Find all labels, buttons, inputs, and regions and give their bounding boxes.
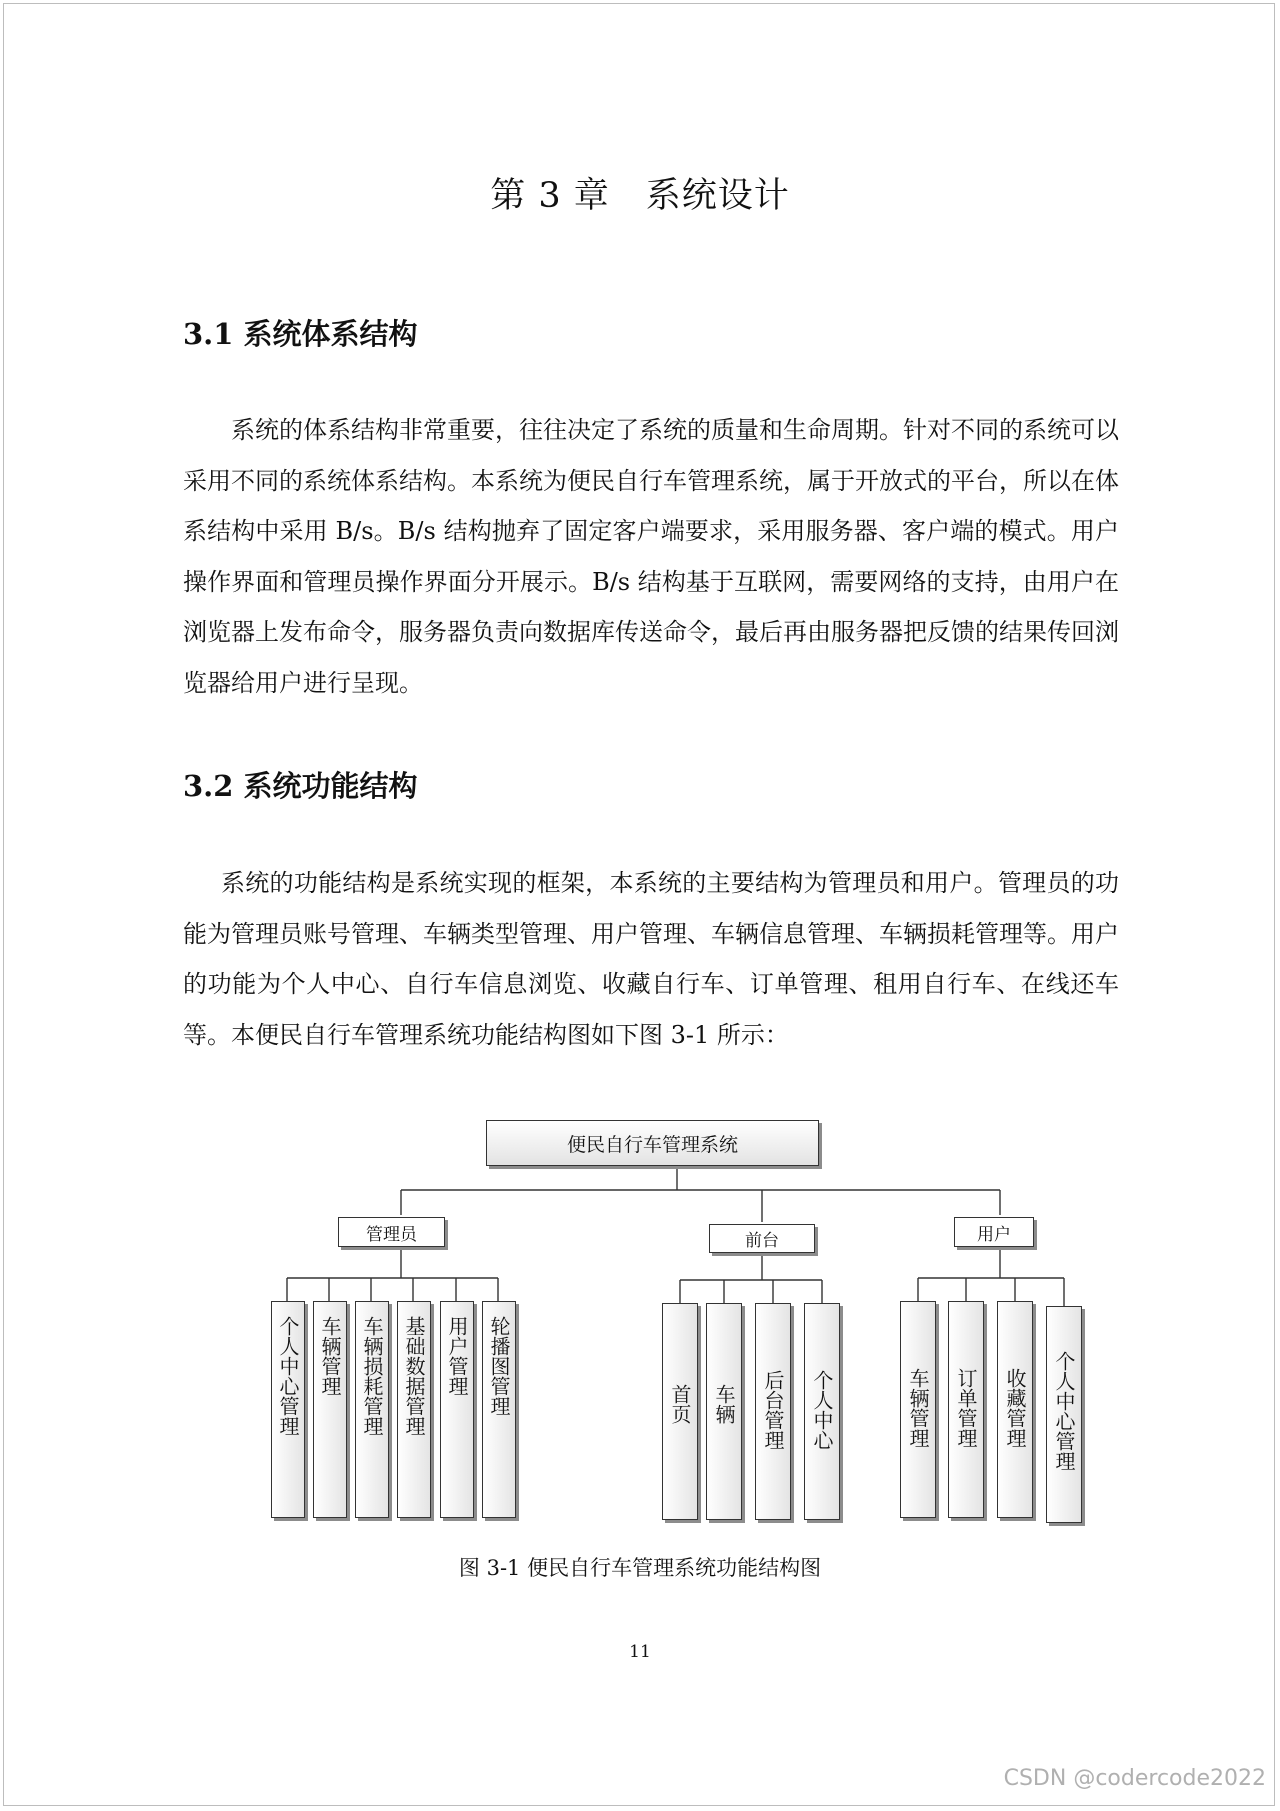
diagram-leaf-label: 后台管理 [761,1370,785,1450]
diagram-leaf-label: 车辆 [712,1384,736,1424]
diagram-leaf-label: 个人中心管理 [276,1316,300,1436]
diagram-group-label: 前台 [745,1231,779,1251]
watermark: CSDN @codercode2022 [1003,1766,1266,1791]
diagram-leaf-label: 订单管理 [954,1368,978,1448]
section-heading-3-2: 3.2 系统功能结构 [183,769,418,803]
page-number: 11 [629,1642,651,1662]
diagram-leaf-label: 首页 [668,1384,692,1424]
figure-caption: 图 3-1 便民自行车管理系统功能结构图 [458,1556,822,1580]
diagram-leaf-label: 基础数据管理 [402,1316,426,1436]
diagram-leaf-label: 个人中心 [810,1370,834,1450]
section-3-2-paragraph: 系统的功能结构是系统实现的框架，本系统的主要结构为管理员和用户。管理员的功能为管理员账号管理、车辆类型管理、用户管理、车辆信息管理、车辆损耗管理等。用户的功能为个人中心、自行车信息浏览、收藏自行车、订单管理、租用自行车、在线还车等。本便民自行车管理系统功能结构图如下图 3-1 所示： [183,869,1119,1049]
diagram-leaf-label: 车辆管理 [906,1368,930,1448]
diagram-leaf-label: 个人中心管理 [1052,1351,1076,1471]
diagram-leaf-label: 用户管理 [445,1316,469,1396]
diagram-leaf-label: 车辆损耗管理 [360,1316,384,1436]
diagram-leaf-label: 收藏管理 [1003,1368,1027,1448]
section-3-1-paragraph: 系统的体系结构非常重要，往往决定了系统的质量和生命周期。针对不同的系统可以采用不同的系统体系结构。本系统为便民自行车管理系统，属于开放式的平台，所以在体系结构中采用 B/s。B/s 结构抛弃了固定客户端要求，采用服务器、客户端的模式。用户操作界面和管理员操作界面分开展示。B/s 结构基于互联网，需要网络的支持，由用户在浏览器上发布命令，服务器负责向数据库传送命令，最后再由服务器把反馈的结果传回浏览器给用户进行呈现。 [183,416,1119,697]
chapter-title: 第 3 章 系统设计 [490,176,790,216]
diagram-group-label: 用户 [977,1224,1011,1245]
diagram-leaf-label: 轮播图管理 [487,1316,511,1416]
diagram-leaf-label: 车辆管理 [318,1316,342,1396]
diagram-root-label: 便民自行车管理系统 [566,1133,738,1156]
diagram-group-label: 管理员 [366,1224,417,1245]
section-heading-3-1: 3.1 系统体系结构 [183,317,418,351]
